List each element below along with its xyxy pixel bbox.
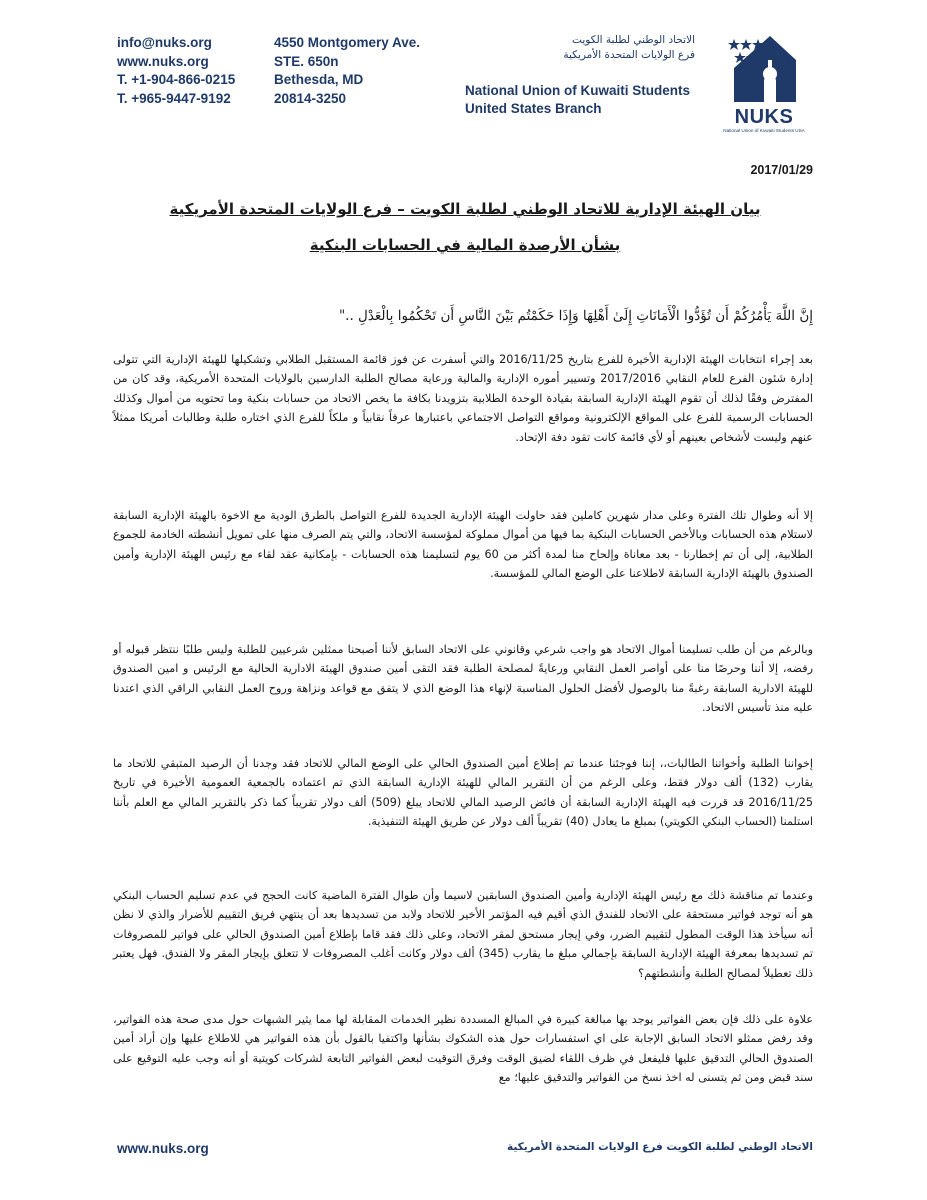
org-name-ar-line1: الاتحاد الوطني لطلبة الكويت: [572, 34, 695, 46]
body-paragraph: [113, 754, 813, 832]
org-name-en-line1: National Union of Kuwaiti Students: [465, 83, 690, 98]
address-line: Bethesda, MD: [274, 72, 364, 88]
paragraph-text: علاوة على ذلك فإن بعض الفواتير يوجد بها مبالغة كبيرة في المبالغ المسددة نظير الخدمات المقابلة لها مما يثير الشبهات حول مدى صحة هذه الفواتير، وقد رفض ممثلو الاتحاد السابق الإجابة على اي استفسارات حول هذه الشكوك بشأنها واكتفيا بالقول بأن هذه الفواتير هي للاطلاع عليها وإن أراد أمين الصندوق الحالي التدقيق عليها فليفعل في ظرف اللقاء لضيق الوقت وفرق التوقيت لبعض الفواتير التابعة لشركات كويتية أو أنه وجب عليه التوقيع على سند قبض ومن ثم يتسنى له اخذ نسخ من الفواتير والتدقيق عليها؛ مع: [113, 1013, 813, 1085]
email-text[interactable]: info@nuks.org: [117, 35, 212, 50]
paragraph-text: بعد إجراء انتخابات الهيئة الإدارية الأخيرة للفرع بتاريخ 2016/11/25 والتي أسفرت عن فوز قائمة المستقبل الطلابي وتشكيلها للهيئة الإدارية التي تتولى إدارة شئون الفرع للعام النقابي 2017/2016 وتسيير أموره الإدارية والمالية ورعاية مصالح الطلبة الدارسين بالولايات المتحدة الأمريكية، وقد كان من المفترض وفقًا لذلك أن تقوم الهيئة الإدارية السابقة بقيادة الوحدة الطلابية بتزويدنا بكافة ما يخص الاتحاد من حسابات بنكية وما تحتويه من أموال وكذلك الحسابات الرسمية للفرع على المواقع الإلكترونية ومواقع التواصل الاجتماعي باعتبارها عرفاً نقابياً و ملكاً للفرع الذي اختاره طلبة وطالبات أمريكا ممثلاً عنهم وليست لأشخاص بعينهم أو لأي قائمة كانت تقود دفة الإتحاد.: [113, 353, 813, 444]
address-line: 20814-3250: [274, 90, 347, 106]
document-subtitle: بشأن الأرصدة المالية في الحسابات البنكية: [309, 236, 621, 254]
document-date: 2017/01/29: [750, 163, 813, 177]
body-paragraph: [113, 640, 813, 718]
logo-subtext: National Union of Kuwaiti Students USA: [723, 128, 805, 133]
org-name-ar-line2: فرع الولايات المتحدة الأمريكية: [563, 49, 695, 61]
body-paragraph: [113, 506, 813, 584]
org-name-english: [465, 82, 690, 118]
body-paragraph: [113, 350, 813, 447]
address-block: [274, 34, 420, 108]
document-title: بيان الهيئة الإدارية للاتحاد الوطني لطلبة الكويت – فرع الولايات المتحدة الأمريكية: [169, 200, 761, 218]
footer-org-name: الاتحاد الوطني لطلبة الكويت فرع الولايات المتحدة الأمريكية: [507, 1141, 813, 1153]
paragraph-text: إخواننا الطلبة وأخواتنا الطالبات،، إننا فوجئنا عندما تم إطلاع أمين الصندوق الحالي على الوضع المالي للاتحاد فقد وجدنا أن الرصيد المتبقي للاتحاد ما يقارب (132) ألف دولار فقط، وعلى الرغم من أن التقرير المالي للهيئة الإدارية السابقة الذي تم اعتماده بالجمعية العمومية الأخيرة في تاريخ 2016/11/25 قد قررت فيه الهيئة الإدارية السابقة أن فائض الرصيد المالي للاتحاد يبلغ (509) ألف دولار تقريباً كما ذكر بالتقرير المالي مع العلم بأننا استلمنا (الحساب البنكي الكويتي) بمبلغ ما يعادل (40) تقريباً ألف دولار عن طريق الهيئة التنفيذية.: [113, 757, 814, 829]
contact-info: [117, 34, 235, 108]
body-paragraph: [113, 1010, 813, 1088]
phone-kw-text: T. +965-9447-9192: [117, 90, 231, 106]
footer-website-link[interactable]: www.nuks.org: [117, 1141, 209, 1156]
paragraph-text: وبالرغم من أن طلب تسليمنا أموال الاتحاد هو واجب شرعي وقانوني على الاتحاد السابق لأننا أصبحنا ممثلين شرعيين للطلبة وليس طلبًا ننتظر قبوله أو رفضه، إلا أننا وحرصًا منا على أواصر العمل النقابي ورعايةً لمصلحة الطلبة فقد التقى أمين صندوق الهيئة الادارية الحالية مع الرئيس و امين الصندوق للهيئة الادارية السابقة رغبةً منا بالوصول لأفضل الحلول المناسبة لإنهاء هذا الوضع الذي لا يتفق مع قواعد ونزاهة وروح العمل النقابي الراقي الذي اعتدنا عليه منذ تأسيس الاتحاد.: [113, 643, 813, 715]
paragraph-text: إلا أنه وطوال تلك الفترة وعلى مدار شهرين كاملين فقد حاولت الهيئة الإدارية الجديدة للفرع التواصل بالطرق الودية مع الاخوة بالهيئة الإدارية السابقة لاستلام هذه الحسابات وبالأخص الحسابات البنكية بما فيها من أموال مملوكة لمؤسسة الاتحاد، والتي يتم الصرف منها على تمويل أنشطته الخادمة للجموع الطلابية، إلى أن تم إخطارنا - بعد معاناة وإلحاح منا لمدة أكثر من 60 يوم لتسليمنا هذه الحسابات - بإمكانية عقد لقاء مع رئيس الهيئة الإدارية وأمين الصندوق بالهيئة الإدارية السابقة لاطلاعنا على الوضع المالي للمؤسسة.: [113, 509, 813, 581]
paragraph-text: وعندما تم مناقشة ذلك مع رئيس الهيئة الإدارية وأمين الصندوق السابقين لاسيما وأن طوال الفترة الماضية كانت الحجج في عدم تسليم الحساب البنكي هو أنه توجد فواتير مستحقة على الاتحاد للفندق الذي أقيم فيه المؤتمر الأخير للاتحاد ولابد من تسديدها بعد أن ينتهي فريق التقييم للأضرار والذي لا نظن أنه سيأخذ هذا الوقت المطول لتقييم الضرر، وفي إيجار مستحق لمقر الاتحاد، وعلى ذلك فقد قاما بإطلاع أمين الصندوق الحالي على فواتير للمصروفات تم تسديدها بمعرفة الهيئة الإدارية السابقة بإجمالي مبلغ ما يقارب (345) ألف دولار وكانت أغلب المصروفات لا تتعلق بإيجار المقر ولا الفندق. فهل يعتبر ذلك تعطيلاً لمصالح الطلبة وأنشطتهم؟: [113, 889, 813, 980]
address-line: STE. 650n: [274, 53, 339, 69]
phone-us-text: T. +1-904-866-0215: [117, 72, 236, 88]
logo-wordmark: NUKS: [734, 106, 794, 128]
website-text[interactable]: www.nuks.org: [117, 53, 209, 69]
body-paragraph: [113, 886, 813, 983]
quranic-quote: إِنَّ اللَّهَ يَأْمُرُكُمْ أَن تُؤَدُّوا الْأَمَانَاتِ إِلَىٰ أَهْلِهَا وَإِذَا حَكَمْتُم بَيْنَ النَّاسِ أَن تَحْكُمُوا بِالْعَدْلِ ..": [338, 308, 813, 324]
org-name-en-line2: United States Branch: [465, 101, 602, 116]
org-name-arabic: [563, 33, 695, 63]
address-line: 4550 Montgomery Ave.: [274, 35, 421, 50]
